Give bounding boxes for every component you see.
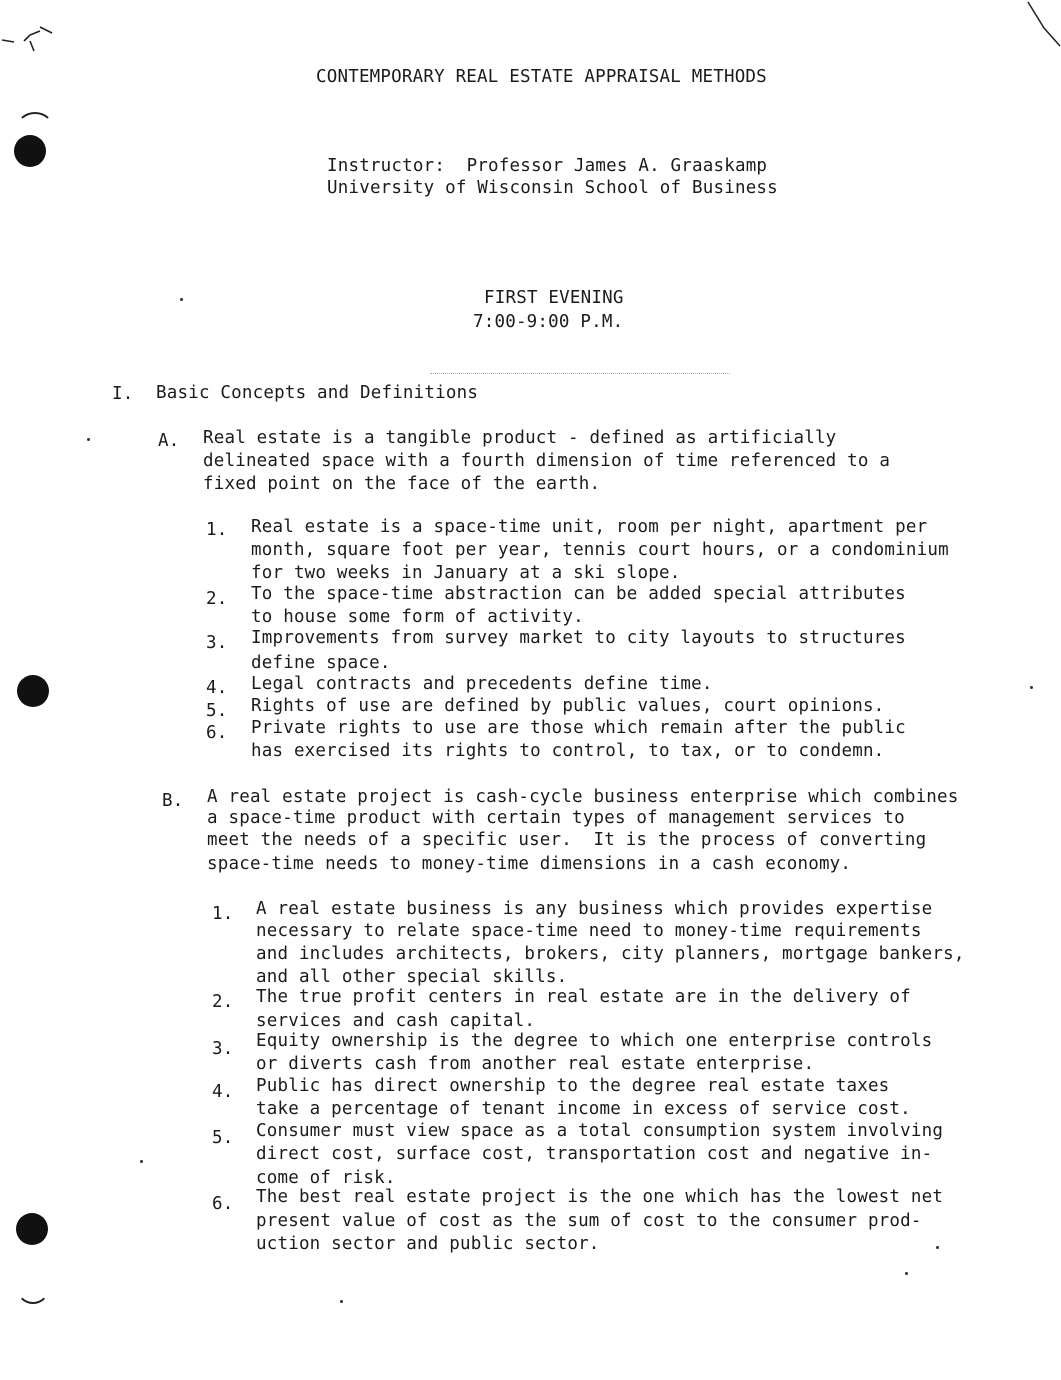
paragraph-line: space-time needs to money-time dimensions in a cash economy. xyxy=(207,854,852,874)
list-item-line: Public has direct ownership to the degree real estate taxes xyxy=(256,1076,890,1096)
affiliation-line: University of Wisconsin School of Business xyxy=(327,178,778,198)
list-number: 2. xyxy=(206,589,228,609)
scan-mark xyxy=(0,15,60,55)
list-number: 3. xyxy=(206,633,228,653)
list-item-line: To the space-time abstraction can be added special attributes xyxy=(251,584,906,604)
list-item-line: necessary to relate space-time need to money-time requirements xyxy=(256,921,922,941)
list-number: 1. xyxy=(206,520,228,540)
instructor-line: Instructor: Professor James A. Graaskamp xyxy=(327,156,768,176)
list-item-line: present value of cost as the sum of cost to the consumer prod- xyxy=(256,1211,922,1231)
list-item-line: and all other special skills. xyxy=(256,967,568,987)
list-item-line: Real estate is a space-time unit, room per night, apartment per xyxy=(251,517,928,537)
subsection-letter: A. xyxy=(158,431,180,451)
list-item-line: direct cost, surface cost, transportation cost and negative in- xyxy=(256,1144,933,1164)
scan-mark xyxy=(1020,0,1061,50)
list-number: 2. xyxy=(212,992,234,1012)
list-item-line: define space. xyxy=(251,653,391,673)
paragraph-line: meet the needs of a specific user. It is the process of converting xyxy=(207,830,927,850)
list-item-line: The true profit centers in real estate are in the delivery of xyxy=(256,987,911,1007)
list-number: 3. xyxy=(212,1039,234,1059)
paragraph-line: Real estate is a tangible product - defined as artificially xyxy=(203,428,837,448)
paragraph-line: a space-time product with certain types of management services to xyxy=(207,808,905,828)
subsection-letter: B. xyxy=(162,791,184,811)
list-number: 6. xyxy=(212,1194,234,1214)
speck xyxy=(1030,686,1033,689)
document-title: CONTEMPORARY REAL ESTATE APPRAISAL METHODS xyxy=(316,67,767,87)
list-item-line: Equity ownership is the degree to which one enterprise controls xyxy=(256,1031,933,1051)
speck xyxy=(936,1246,939,1249)
speck xyxy=(87,438,90,441)
list-number: 6. xyxy=(206,723,228,743)
paragraph-line: delineated space with a fourth dimension of time referenced to a xyxy=(203,451,891,471)
speck xyxy=(140,1160,143,1163)
punch-hole-bottom xyxy=(16,1213,48,1245)
list-item-line: uction sector and public sector. xyxy=(256,1234,600,1254)
list-item-line: The best real estate project is the one which has the lowest net xyxy=(256,1187,944,1207)
list-item-line: take a percentage of tenant income in excess of service cost. xyxy=(256,1099,911,1119)
punch-hole-middle xyxy=(17,675,49,707)
paragraph-line: fixed point on the face of the earth. xyxy=(203,474,601,494)
list-item-line: come of risk. xyxy=(256,1168,396,1188)
faint-dotted-line xyxy=(430,373,730,375)
paragraph-line: A real estate project is cash-cycle business enterprise which combines xyxy=(207,787,959,807)
speck xyxy=(340,1300,343,1303)
section-number: I. xyxy=(112,384,134,404)
list-item-line: month, square foot per year, tennis court hours, or a condominium xyxy=(251,540,949,560)
list-item-line: A real estate business is any business which provides expertise xyxy=(256,899,933,919)
list-number: 4. xyxy=(212,1082,234,1102)
list-item-line: and includes architects, brokers, city planners, mortgage bankers, xyxy=(256,944,965,964)
list-item-line: Consumer must view space as a total consumption system involving xyxy=(256,1121,944,1141)
list-item-line: Private rights to use are those which remain after the public xyxy=(251,718,906,738)
list-item-line: to house some form of activity. xyxy=(251,607,584,627)
section-title: Basic Concepts and Definitions xyxy=(156,383,479,403)
session-title: FIRST EVENING xyxy=(484,288,624,308)
list-item-line: services and cash capital. xyxy=(256,1011,536,1031)
hole-shadow-arc xyxy=(16,1270,50,1304)
speck xyxy=(180,298,183,301)
list-item-line: Legal contracts and precedents define time. xyxy=(251,674,713,694)
list-item-line: Rights of use are defined by public values, court opinions. xyxy=(251,696,885,716)
hole-shadow-arc xyxy=(16,112,54,146)
session-time: 7:00-9:00 P.M. xyxy=(473,312,624,332)
list-item-line: has exercised its rights to control, to tax, or to condemn. xyxy=(251,741,885,761)
list-item-line: Improvements from survey market to city layouts to structures xyxy=(251,628,906,648)
list-number: 4. xyxy=(206,678,228,698)
list-item-line: for two weeks in January at a ski slope. xyxy=(251,563,681,583)
list-item-line: or diverts cash from another real estate enterprise. xyxy=(256,1054,815,1074)
speck xyxy=(905,1272,908,1275)
list-number: 1. xyxy=(212,904,234,924)
list-number: 5. xyxy=(212,1128,234,1148)
list-number: 5. xyxy=(206,701,228,721)
